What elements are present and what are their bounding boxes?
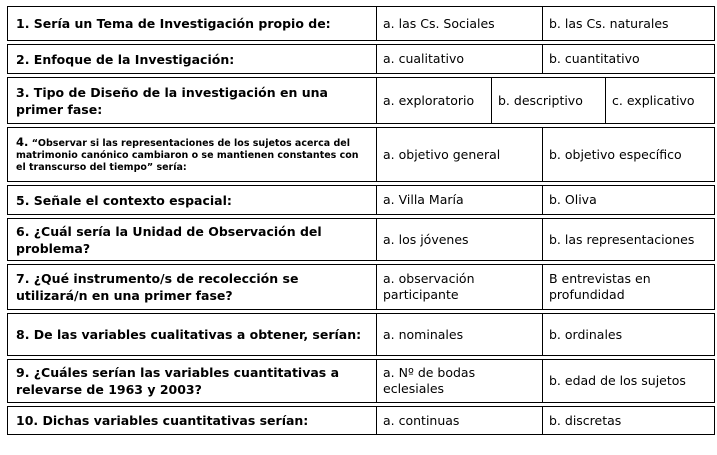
questionnaire-table [7,6,715,438]
question-6-option-a[interactable]: a. los jóvenes [377,219,543,260]
question-10-option-a[interactable]: a. continuas [377,407,543,434]
question-7-option-b[interactable]: B entrevistas en profundidad [549,271,651,302]
question-9-option-a[interactable]: a. Nº de bodas eclesiales [377,360,543,402]
question-4-text [8,128,377,181]
question-row-8 [7,313,715,356]
question-10-option-b[interactable]: b. discretas [549,412,622,428]
question-8-option-a[interactable]: a. nominales [377,314,543,355]
question-7-option-a[interactable]: a. observación participante [377,265,543,309]
question-4-statement: “Observar si las representaciones de los sujetos acerca del matrimonio canónico cambiaron o se mantienen constantes con el transcurso del tiempo” sería: [16,137,359,173]
question-row-9 [7,359,715,403]
question-row-1 [7,6,715,41]
question-row-6 [7,218,715,261]
question-1-text: 1. Sería un Tema de Investigación propio de: [8,7,377,40]
question-row-4 [7,127,715,182]
question-9-option-b[interactable]: b. edad de los sujetos [549,373,686,388]
question-9-text: 9. ¿Cuáles serían las variables cuantitativas a relevarse de 1963 y 2003? [8,360,377,402]
question-row-7 [7,264,715,310]
question-8-option-b[interactable]: b. ordinales [549,326,623,342]
question-row-5 [7,185,715,215]
question-2-option-b[interactable]: b. cuantitativo [549,51,640,66]
question-4-option-a[interactable]: a. objetivo general [377,128,543,181]
question-row-10 [7,406,715,435]
question-10-text: 10. Dichas variables cuantitativas serían: [8,407,377,434]
question-3-option-b[interactable]: b. descriptivo [492,78,606,123]
question-5-option-a[interactable]: a. Villa María [377,186,543,214]
question-6-text: 6. ¿Cuál sería la Unidad de Observación del problema? [8,219,377,260]
question-4-option-b[interactable]: b. objetivo específico [549,146,682,162]
question-1-option-a[interactable]: a. las Cs. Sociales [377,7,543,40]
question-7-text: 7. ¿Qué instrumento/s de recolección se utilizará/n en una primer fase? [8,265,377,309]
question-4-number: 4. [16,134,29,149]
question-3-text: 3. Tipo de Diseño de la investigación en una primer fase: [8,78,377,123]
question-2-text: 2. Enfoque de la Investigación: [8,45,377,73]
question-5-text: 5. Señale el contexto espacial: [8,186,377,214]
question-6-option-b[interactable]: b. las representaciones [549,231,695,247]
question-1-option-b[interactable]: b. las Cs. naturales [549,15,669,31]
question-row-2 [7,44,715,74]
question-2-option-a[interactable]: a. cualitativo [377,45,543,73]
question-8-text: 8. De las variables cualitativas a obtener, serían: [8,314,377,355]
question-3-option-c[interactable]: c. explicativo [612,92,695,108]
question-3-option-a[interactable]: a. exploratorio [377,78,492,123]
question-row-3 [7,77,715,124]
question-5-option-b[interactable]: b. Oliva [549,192,597,207]
